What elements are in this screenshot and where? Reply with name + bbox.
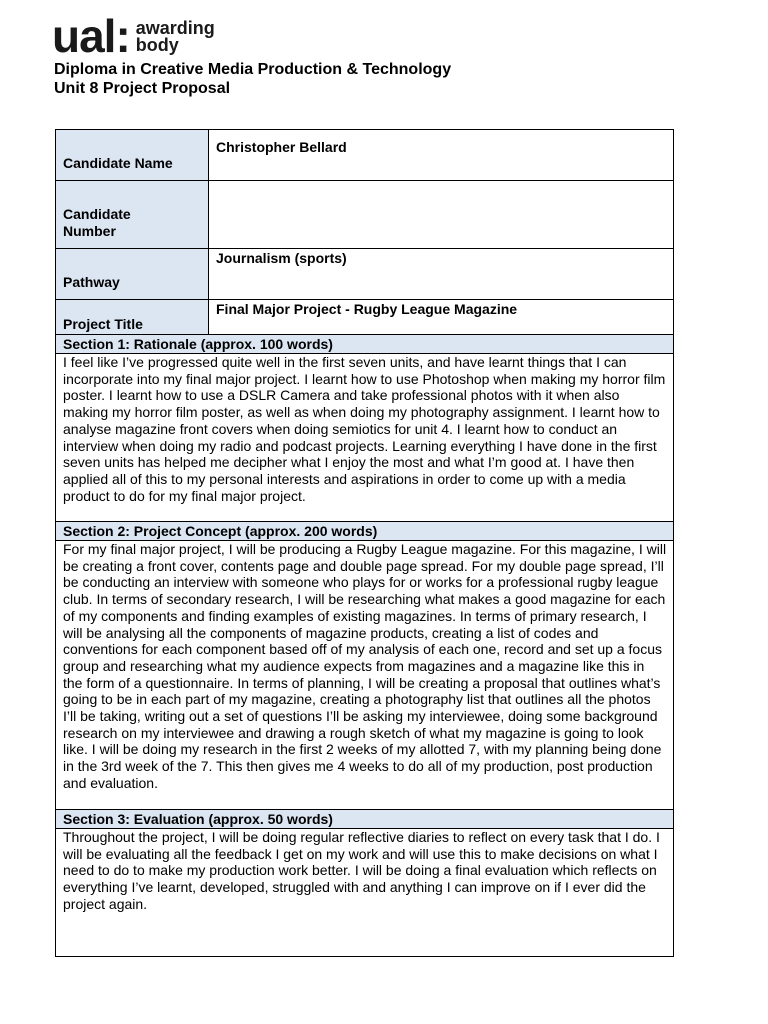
logo-text-line1: awarding bbox=[135, 18, 215, 38]
section-2-heading-row bbox=[56, 522, 674, 541]
logo-text bbox=[136, 20, 215, 54]
pathway-label: Pathway bbox=[63, 274, 120, 290]
section-2-body-row bbox=[56, 541, 674, 810]
candidate-number-label-cell bbox=[56, 181, 209, 249]
candidate-name-label: Candidate Name bbox=[63, 155, 173, 171]
section-1-body-cell[interactable] bbox=[56, 354, 674, 522]
section-3-heading: Section 3: Evaluation (approx. 50 words) bbox=[56, 810, 674, 829]
document-title: Diploma in Creative Media Production & Technology bbox=[54, 61, 452, 78]
section-3-heading-row bbox=[56, 810, 674, 829]
section-1-body-row bbox=[56, 354, 674, 522]
section-2-heading: Section 2: Project Concept (approx. 200 words) bbox=[56, 522, 674, 541]
candidate-number-row bbox=[56, 181, 674, 249]
candidate-name-label-cell bbox=[56, 130, 209, 181]
project-title-row bbox=[56, 300, 674, 335]
candidate-number-value[interactable] bbox=[209, 181, 674, 249]
proposal-form bbox=[55, 129, 674, 957]
candidate-name-row bbox=[56, 130, 674, 181]
pathway-value[interactable]: Journalism (sports) bbox=[209, 249, 674, 300]
candidate-number-label-line2: Number bbox=[63, 223, 116, 239]
section-2-body-cell[interactable] bbox=[56, 541, 674, 810]
logo-mark: ual: bbox=[52, 10, 130, 62]
candidate-number-label-line1: Candidate bbox=[63, 206, 131, 222]
section-1-heading-row bbox=[56, 335, 674, 354]
project-title-label-cell bbox=[56, 300, 209, 335]
section-3-body-cell[interactable] bbox=[56, 829, 674, 957]
document-subtitle: Unit 8 Project Proposal bbox=[54, 80, 231, 97]
project-title-label: Project Title bbox=[63, 316, 143, 332]
document-titles bbox=[54, 60, 451, 98]
pathway-label-cell bbox=[56, 249, 209, 300]
section-3-body: Throughout the project, I will be doing regular reflective diaries to reflect on every task that I do. I will be evaluating all the feedback I get on my work and will use this to make decisions on what I need to do to make my production work better. I will be doing a final evaluation which reflects on everything I’ve learnt, developed, struggled with and anything I can improve on if I ever did the project again. bbox=[63, 829, 660, 912]
section-2-body: For my final major project, I will be producing a Rugby League magazine. For this magazine, I will be creating a front cover, contents page and double page spread. For my double page spread, I’ll be conducting an interview with someone who plays for or works for a professional rugby league club. In terms of secondary research, I will be researching what makes a good magazine for each of my components and finding examples of existing magazines. In terms of primary research, I will be analysing all the components of magazine products, creating a list of codes and conventions for each component based off of my analysis of each one, record and set up a focus group and researching what my audience expects from magazines and a magazine like this in the form of a questionnaire. In terms of planning, I will be creating a proposal that outlines what’s going to be in each part of my magazine, creating a photography list that outlines all the photos I’ll be taking, writing out a set of questions I’ll be asking my interviewee, doing some background research on my interviewee and drawing a rough sketch of what my magazine is going to look like. I will be doing my research in the first 2 weeks of my allotted 7, with my planning being done in the 3rd week of the 7. This then gives me 4 weeks to do all of my production, post production and evaluation. bbox=[63, 541, 667, 791]
section-3-body-row bbox=[56, 829, 674, 957]
pathway-row bbox=[56, 249, 674, 300]
ual-awarding-body-logo bbox=[52, 10, 215, 62]
section-1-body: I feel like I’ve progressed quite well in the first seven units, and have learnt things that I can incorporate into my final major project. I learnt how to use Photoshop when making my horror film poster. I learnt how to use a DSLR Camera and take professional photos with it when also making my horror film poster, as well as when doing my photography assignment. I learnt how to analyse magazine front covers when doing semiotics for unit 4. I learnt how to conduct an interview when doing my radio and podcast projects. Learning everything I have done in the first seven units has helped me decipher what I enjoy the most and what I’m good at. I have then applied all of this to my personal interests and aspirations in order to come up with a media product to do for my final major project. bbox=[63, 354, 666, 504]
project-title-value[interactable]: Final Major Project - Rugby League Magazine bbox=[209, 300, 674, 335]
candidate-name-value[interactable]: Christopher Bellard bbox=[209, 130, 674, 181]
candidate-number-label bbox=[63, 206, 202, 248]
logo-text-line2: body bbox=[135, 35, 179, 55]
section-1-heading: Section 1: Rationale (approx. 100 words) bbox=[56, 335, 674, 354]
